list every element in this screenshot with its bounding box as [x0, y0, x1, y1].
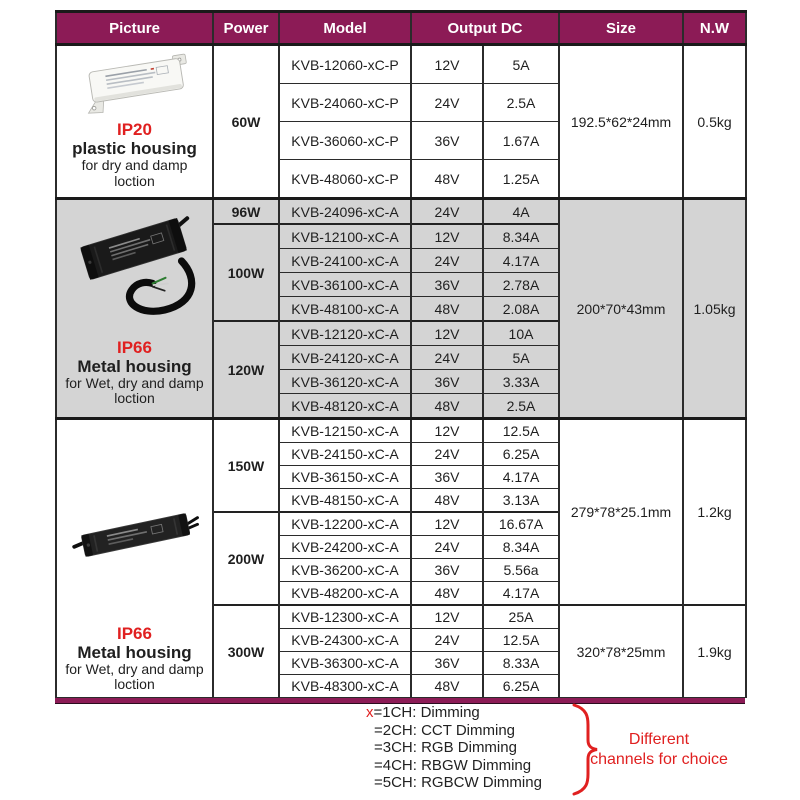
- channel-option-text: =1CH: Dimming: [373, 704, 480, 721]
- model-cell: KVB-24200-xC-A: [279, 536, 411, 559]
- current-cell: 6.25A: [483, 675, 559, 698]
- model-cell: KVB-12150-xC-A: [279, 419, 411, 443]
- model-cell: KVB-24100-xC-A: [279, 249, 411, 273]
- model-cell: KVB-12300-xC-A: [279, 605, 411, 629]
- weight-cell: 1.2kg: [683, 419, 746, 606]
- current-cell: 4.17A: [483, 466, 559, 489]
- channel-option: =5CH: RGBCW Dimming: [374, 774, 542, 791]
- spec-table: [55, 10, 747, 698]
- current-cell: 16.67A: [483, 512, 559, 536]
- voltage-cell: 24V: [411, 249, 483, 273]
- weight-cell: 1.9kg: [683, 605, 746, 698]
- table-row: [56, 199, 746, 225]
- model-cell: KVB-48200-xC-A: [279, 582, 411, 606]
- model-cell: KVB-48300-xC-A: [279, 675, 411, 698]
- current-cell: 6.25A: [483, 443, 559, 466]
- environment-note: for dry and damp: [81, 157, 188, 174]
- voltage-cell: 12V: [411, 605, 483, 629]
- picture-caption: [65, 624, 203, 696]
- model-cell: KVB-48060-xC-P: [279, 160, 411, 199]
- channel-option: =4CH: RBGW Dimming: [374, 756, 532, 774]
- voltage-cell: 48V: [411, 394, 483, 419]
- picture-cell: [56, 45, 213, 199]
- voltage-cell: 24V: [411, 536, 483, 559]
- brace-label-line: Different: [628, 731, 690, 748]
- model-cell: KVB-36060-xC-P: [279, 122, 411, 160]
- model-cell: KVB-36300-xC-A: [279, 652, 411, 675]
- current-cell: 8.34A: [483, 536, 559, 559]
- channel-options-list: [366, 704, 542, 792]
- model-cell: KVB-36200-xC-A: [279, 559, 411, 582]
- spec-table-wrap: [55, 10, 745, 704]
- voltage-cell: 24V: [411, 199, 483, 225]
- channel-option: =2CH: CCT Dimming: [374, 721, 515, 739]
- voltage-cell: 48V: [411, 160, 483, 199]
- current-cell: 2.5A: [483, 394, 559, 419]
- current-cell: 5A: [483, 346, 559, 370]
- current-cell: 3.13A: [483, 489, 559, 513]
- voltage-cell: 36V: [411, 652, 483, 675]
- picture-caption: [65, 338, 203, 410]
- model-cell: KVB-12060-xC-P: [279, 45, 411, 84]
- current-cell: 4A: [483, 199, 559, 225]
- power-cell: 120W: [213, 321, 279, 419]
- col-header-power: Power: [213, 12, 279, 45]
- model-cell: KVB-24300-xC-A: [279, 629, 411, 652]
- environment-note: for Wet, dry and damp: [65, 660, 204, 677]
- power-cell: 150W: [213, 419, 279, 513]
- model-cell: KVB-24120-xC-A: [279, 346, 411, 370]
- picture-cell: [56, 419, 213, 698]
- brace-label-line: channels for choice: [590, 751, 728, 768]
- model-cell: KVB-48100-xC-A: [279, 297, 411, 322]
- voltage-cell: 48V: [411, 297, 483, 322]
- weight-cell: 0.5kg: [683, 45, 746, 199]
- power-cell: 300W: [213, 605, 279, 698]
- ip-rating: IP66: [117, 337, 152, 357]
- size-cell: 192.5*62*24mm: [559, 45, 683, 199]
- brace-label: [582, 730, 736, 770]
- picture-cell: [56, 199, 213, 419]
- voltage-cell: 12V: [411, 224, 483, 249]
- model-cell: KVB-48150-xC-A: [279, 489, 411, 513]
- current-cell: 10A: [483, 321, 559, 346]
- model-cell: KVB-12120-xC-A: [279, 321, 411, 346]
- current-cell: 5A: [483, 45, 559, 84]
- current-cell: 8.33A: [483, 652, 559, 675]
- metal-psu-image: [60, 200, 210, 330]
- voltage-cell: 48V: [411, 489, 483, 513]
- model-cell: KVB-48120-xC-A: [279, 394, 411, 419]
- current-cell: 12.5A: [483, 419, 559, 443]
- voltage-cell: 36V: [411, 122, 483, 160]
- channel-option: =3CH: RGB Dimming: [374, 739, 517, 756]
- model-cell: KVB-36120-xC-A: [279, 370, 411, 394]
- col-header-picture: Picture: [56, 12, 213, 45]
- environment-note: loction: [114, 676, 155, 693]
- picture-caption: [72, 120, 197, 192]
- current-cell: 5.56a: [483, 559, 559, 582]
- size-cell: 279*78*25.1mm: [559, 419, 683, 606]
- picture-box: [57, 420, 212, 696]
- voltage-cell: 24V: [411, 84, 483, 122]
- voltage-cell: 12V: [411, 321, 483, 346]
- model-cell: KVB-36100-xC-A: [279, 273, 411, 297]
- current-cell: 1.25A: [483, 160, 559, 199]
- ip-rating: IP20: [117, 120, 152, 139]
- current-cell: 2.78A: [483, 273, 559, 297]
- voltage-cell: 36V: [411, 559, 483, 582]
- housing-type: plastic housing: [72, 139, 197, 159]
- voltage-cell: 12V: [411, 512, 483, 536]
- voltage-cell: 36V: [411, 466, 483, 489]
- environment-note: for Wet, dry and damp: [65, 374, 204, 391]
- current-cell: 12.5A: [483, 629, 559, 652]
- current-cell: 25A: [483, 605, 559, 629]
- power-cell: 200W: [213, 512, 279, 605]
- ip-rating: IP66: [117, 623, 152, 643]
- col-header-nw: N.W: [683, 12, 746, 45]
- footnote: [0, 702, 800, 800]
- picture-box: [57, 46, 212, 192]
- current-cell: 1.67A: [483, 122, 559, 160]
- x-variable: x: [366, 704, 374, 721]
- model-cell: KVB-12100-xC-A: [279, 224, 411, 249]
- environment-note: loction: [114, 172, 155, 189]
- voltage-cell: 48V: [411, 675, 483, 698]
- voltage-cell: 36V: [411, 370, 483, 394]
- voltage-cell: 12V: [411, 419, 483, 443]
- plastic-psu-image: [60, 46, 210, 120]
- current-cell: 3.33A: [483, 370, 559, 394]
- voltage-cell: 48V: [411, 582, 483, 606]
- voltage-cell: 24V: [411, 443, 483, 466]
- model-cell: KVB-24150-xC-A: [279, 443, 411, 466]
- table-row: [56, 419, 746, 443]
- housing-type: Metal housing: [77, 356, 192, 376]
- voltage-cell: 12V: [411, 45, 483, 84]
- power-cell: 60W: [213, 45, 279, 199]
- model-cell: KVB-36150-xC-A: [279, 466, 411, 489]
- col-header-model: Model: [279, 12, 411, 45]
- current-cell: 2.08A: [483, 297, 559, 322]
- col-header-size: Size: [559, 12, 683, 45]
- voltage-cell: 24V: [411, 346, 483, 370]
- housing-type: Metal housing: [77, 642, 192, 662]
- current-cell: 4.17A: [483, 582, 559, 606]
- current-cell: 4.17A: [483, 249, 559, 273]
- model-cell: KVB-24096-xC-A: [279, 199, 411, 225]
- power-cell: 100W: [213, 224, 279, 321]
- current-cell: 2.5A: [483, 84, 559, 122]
- weight-cell: 1.05kg: [683, 199, 746, 419]
- model-cell: KVB-24060-xC-P: [279, 84, 411, 122]
- table-row: [56, 45, 746, 84]
- metal-psu-long-image: [60, 486, 210, 586]
- size-cell: 320*78*25mm: [559, 605, 683, 698]
- size-cell: 200*70*43mm: [559, 199, 683, 419]
- model-cell: KVB-12200-xC-A: [279, 512, 411, 536]
- environment-note: loction: [114, 390, 155, 407]
- voltage-cell: 24V: [411, 629, 483, 652]
- current-cell: 8.34A: [483, 224, 559, 249]
- picture-box: [57, 200, 212, 410]
- channel-option: [366, 704, 542, 722]
- col-header-output-dc: Output DC: [411, 12, 559, 45]
- power-cell: 96W: [213, 199, 279, 225]
- voltage-cell: 36V: [411, 273, 483, 297]
- header-row: [56, 12, 746, 45]
